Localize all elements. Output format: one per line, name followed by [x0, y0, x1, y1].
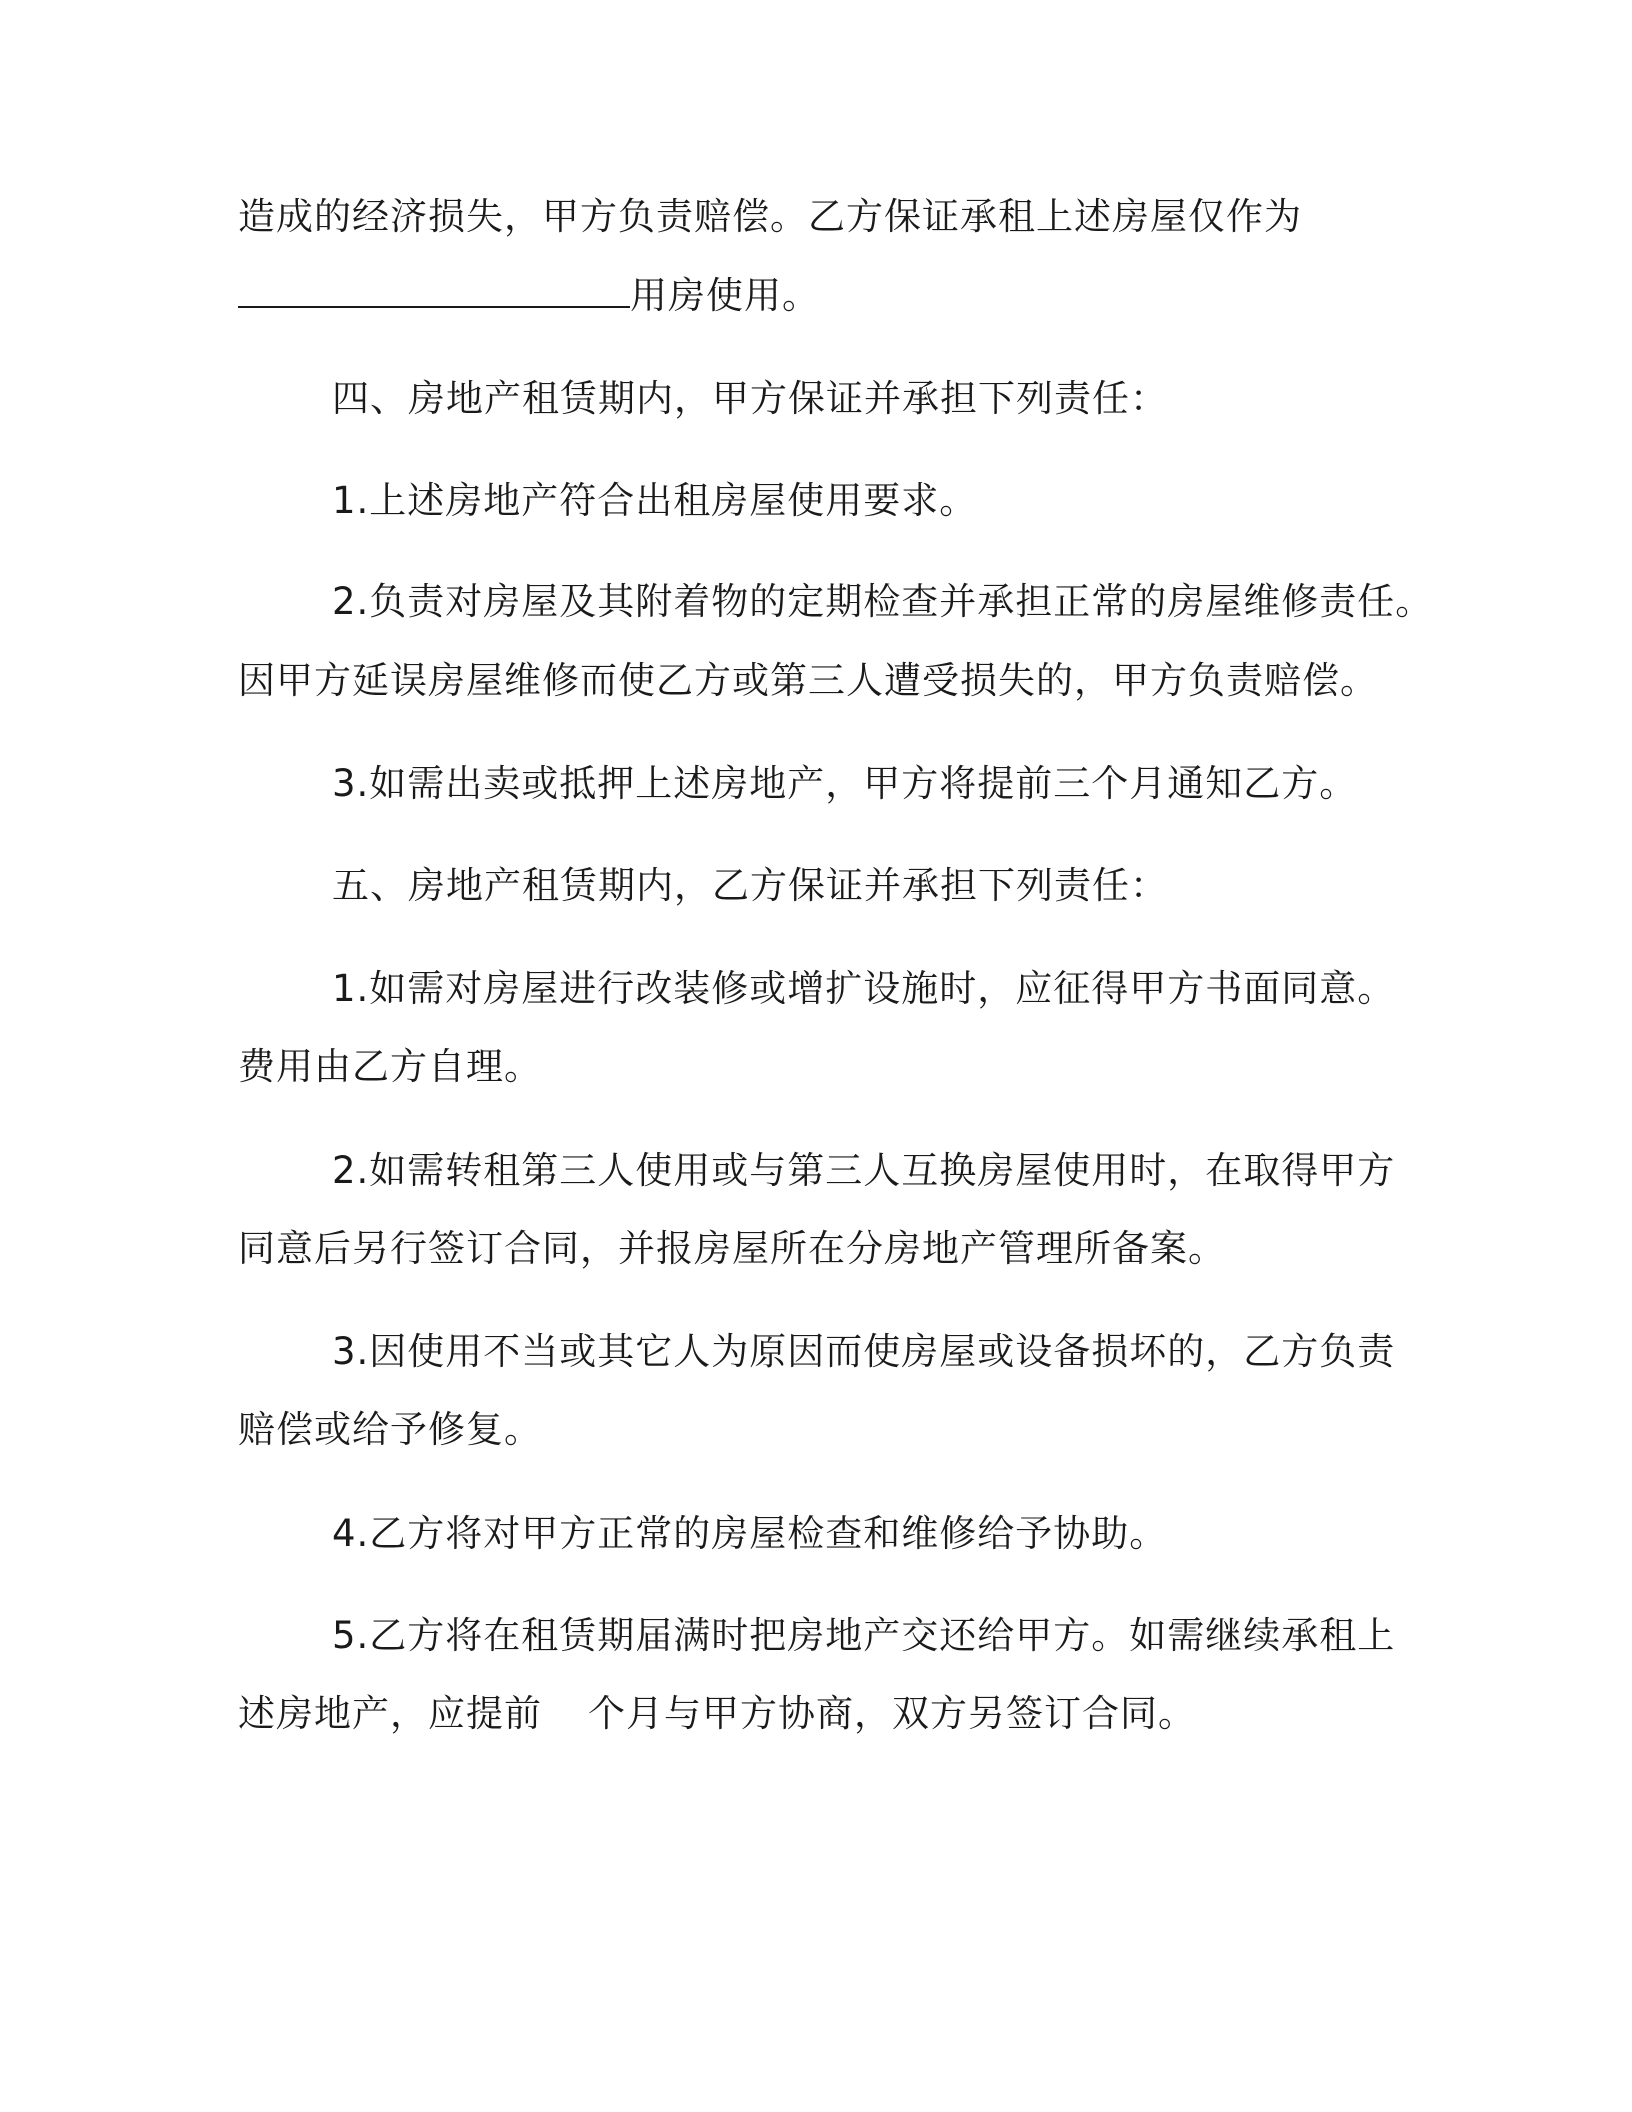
text-line: 同意后另行签订合同，并报房屋所在分房地产管理所备案。: [238, 1227, 1226, 1270]
text-segment: 个月与甲方协商，双方另签订合同。: [588, 1692, 1196, 1735]
fill-in-blank[interactable]: [238, 276, 630, 308]
text-line-with-gap: [238, 1690, 1196, 1738]
text-line: 因甲方延误房屋维修而使乙方或第三人遭受损失的，甲方负责赔偿。: [238, 659, 1378, 702]
text-segment: 用房使用。: [630, 274, 820, 317]
text-line: 造成的经济损失，甲方负责赔偿。乙方保证承租上述房屋仅作为: [238, 195, 1302, 238]
text-line: 赔偿或给予修复。: [238, 1408, 542, 1451]
text-line: 4.乙方将对甲方正常的房屋检查和维修给予协助。: [332, 1512, 1168, 1555]
text-line: 2.负责对房屋及其附着物的定期检查并承担正常的房屋维修责任。: [332, 580, 1434, 623]
text-segment: 述房地产，应提前: [238, 1692, 542, 1735]
text-line: 3.因使用不当或其它人为原因而使房屋或设备损坏的，乙方负责: [332, 1330, 1396, 1373]
text-line: 2.如需转租第三人使用或与第三人互换房屋使用时，在取得甲方: [332, 1149, 1396, 1192]
text-line-with-blank: [238, 272, 820, 320]
text-line: 1.如需对房屋进行改装修或增扩设施时，应征得甲方书面同意。: [332, 967, 1396, 1010]
section-heading: 四、房地产租赁期内，甲方保证并承担下列责任：: [332, 377, 1168, 420]
text-line: 1.上述房地产符合出租房屋使用要求。: [332, 479, 978, 522]
text-line: 费用由乙方自理。: [238, 1045, 542, 1088]
section-heading: 五、房地产租赁期内，乙方保证并承担下列责任：: [332, 864, 1168, 907]
text-line: 5.乙方将在租赁期届满时把房地产交还给甲方。如需继续承租上: [332, 1614, 1396, 1657]
text-line: 3.如需出卖或抵押上述房地产，甲方将提前三个月通知乙方。: [332, 762, 1358, 805]
